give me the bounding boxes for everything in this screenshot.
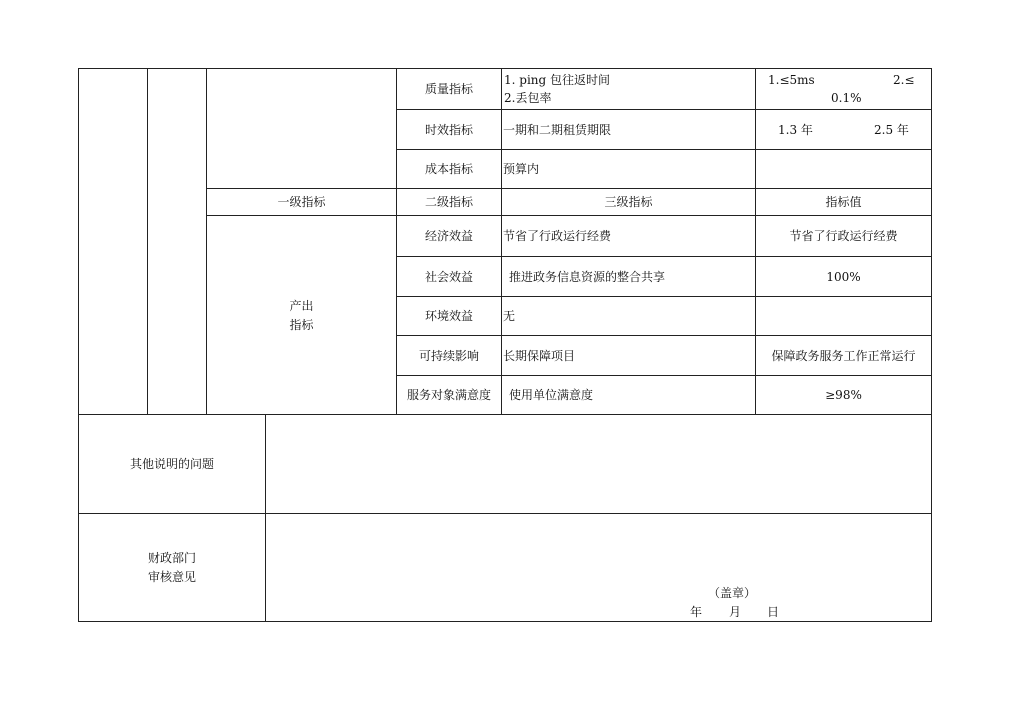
level2-economic-cell [397,216,501,256]
output-label-line1: 产出 [289,299,314,313]
table-border-right [931,68,932,622]
level2-cost-label: 成本指标 [424,162,473,176]
column-divider [206,68,207,414]
table-border-bottom [78,621,932,622]
level3-sustainability-text: 长期保障项目 [503,348,576,363]
level3-social-cell [509,257,665,296]
level2-timeliness-label: 时效指标 [424,122,473,137]
level2-quality-label: 质量指标 [424,82,473,96]
date-day: 日 [767,605,780,619]
level2-sustainability-cell [397,336,501,375]
level2-social-label: 社会效益 [424,269,473,284]
level2-environment-cell [397,297,501,335]
level3-timeliness-text: 一期和二期租赁期限 [503,122,612,137]
value-timeliness-b: 2.5 年 [874,122,909,137]
seal-text: （盖章） [708,586,757,600]
level3-satisfaction-text: 使用单位满意度 [509,388,594,402]
level2-quality-cell [397,69,501,109]
column-divider [265,414,266,621]
column-divider [147,68,148,414]
column-divider [501,68,502,414]
other-notes-label-cell [79,415,265,513]
level3-cost-cell [503,150,539,188]
level3-timeliness-cell [503,110,611,149]
header-level1: 一级指标 [277,195,326,209]
value-sustainability-cell [756,336,931,375]
level2-timeliness-cell [397,110,501,149]
header-level2: 二级指标 [424,195,473,209]
level3-quality-line1: 1. ping 包往返时间 [504,73,611,87]
header-level2-cell [397,189,501,215]
value-satisfaction: ≥98% [825,388,862,402]
value-economic-cell [756,216,931,256]
value-quality-c: 0.1% [831,91,862,105]
header-level3-cell [502,189,755,215]
row-divider [78,513,932,514]
header-value: 指标值 [825,195,862,209]
header-level1-cell [207,189,396,215]
value-economic: 节省了行政运行经费 [789,229,898,243]
value-timeliness-a-cell [778,110,813,149]
level3-cost-text: 预算内 [503,162,540,176]
header-value-cell [756,189,931,215]
header-level3: 三级指标 [604,195,653,209]
value-environment-cell [756,297,931,335]
level2-satisfaction-label: 服务对象满意度 [406,388,491,402]
level3-quality-line2: 2.丢包率 [504,91,552,105]
value-sustainability: 保障政务服务工作正常运行 [771,348,916,363]
level3-environment-cell [503,297,515,335]
level3-sustainability-cell [503,336,575,375]
level3-economic-text: 节省了行政运行经费 [503,229,612,243]
finance-label-line1: 财政部门 [147,551,196,565]
date-year: 年 [690,605,703,619]
value-satisfaction-cell [756,376,931,414]
level3-satisfaction-cell [509,376,593,414]
level2-sustainability-label: 可持续影响 [418,348,479,363]
level2-satisfaction-cell [397,376,501,414]
value-social: 100% [826,269,861,284]
level2-economic-label: 经济效益 [424,229,473,243]
level2-social-cell [397,257,501,296]
value-cost-cell [756,150,931,188]
level3-environment-text: 无 [503,309,516,323]
finance-label-line2: 审核意见 [147,570,196,584]
level3-social-text: 推进政务信息资源的整合共享 [509,269,666,284]
level2-environment-label: 环境效益 [424,309,473,323]
other-notes-label: 其他说明的问题 [129,457,214,471]
value-social-cell [756,257,931,296]
output-label-line2: 指标 [289,318,314,332]
value-quality-b: 2.≤ [893,73,915,87]
level3-economic-cell [503,216,611,256]
value-quality-a: 1.≤5ms [768,73,815,87]
date-month: 月 [729,605,742,619]
table-border-left [78,68,79,622]
level2-cost-cell [397,150,501,188]
value-timeliness-b-cell [874,110,909,149]
value-timeliness-a: 1.3 年 [778,122,813,137]
